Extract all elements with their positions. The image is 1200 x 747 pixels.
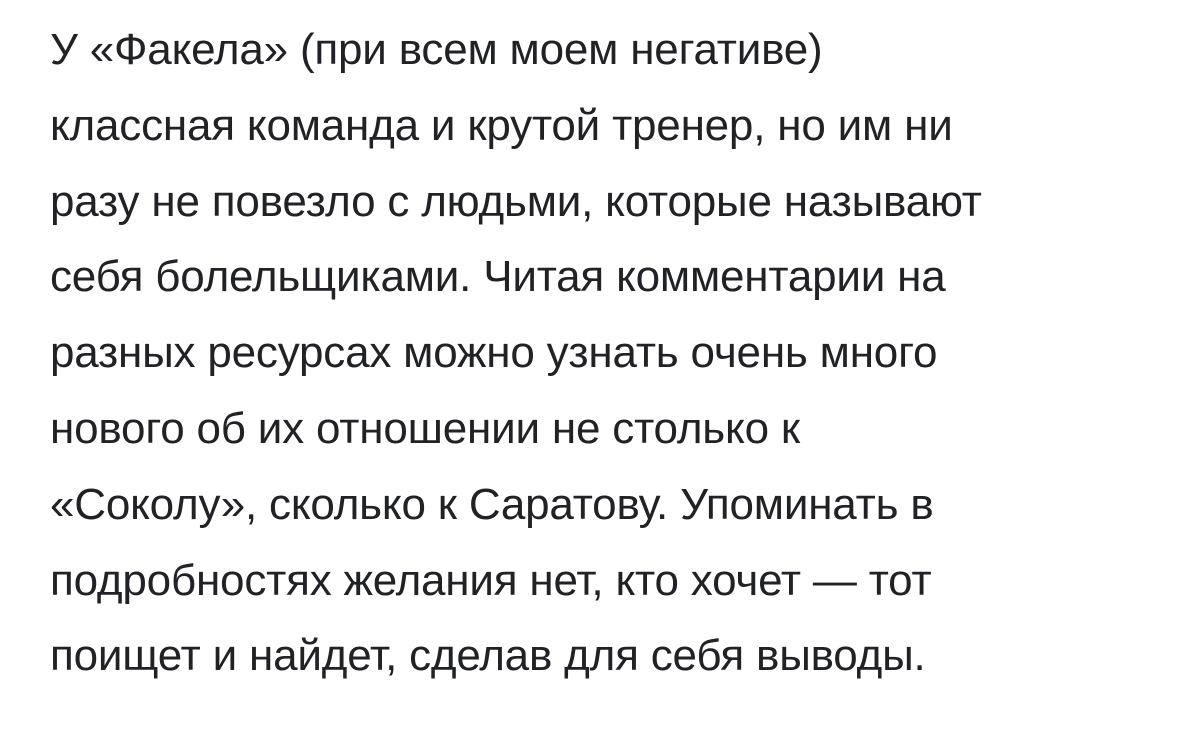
- paragraph-line: нового об их отношении не столько к: [50, 403, 800, 453]
- paragraph-line: разных ресурсах можно узнать очень много: [50, 328, 938, 378]
- paragraph-line: себя болельщиками. Читая комментарии на: [50, 252, 946, 302]
- paragraph-line: разу не повезло с людьми, которые называют: [50, 176, 982, 226]
- paragraph-line: У «Факела» (при всем моем негативе): [50, 25, 823, 74]
- paragraph-line: «Соколу», сколько к Саратову. Упоминать в: [50, 479, 934, 529]
- paragraph-line: классная команда и крутой тренер, но им ни: [50, 100, 953, 150]
- paragraph-line: подробностях желания нет, кто хочет — тот: [50, 555, 932, 605]
- paragraph-line: поищет и найдет, сделав для себя выводы.: [50, 631, 926, 681]
- article-paragraph: [50, 12, 1160, 694]
